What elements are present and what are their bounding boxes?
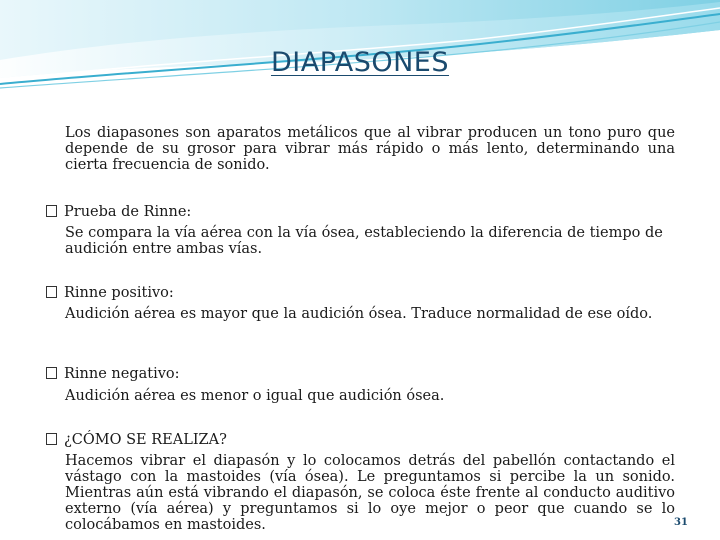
section-heading-prueba-rinne: Prueba de Rinne: xyxy=(46,204,191,220)
section-body-como-se-realiza: Hacemos vibrar el diapasón y lo colocamos detrás del pabellón contactando el vástago con la mastoides (vía ósea). Le preguntamos si percibe la un sonido. Mientras aún está vibrando el diapasón, se coloca éste frente al conducto auditivo externo (vía aérea) y preguntamos si lo oye mejor o peor que cuando se lo colocábamos en mastoides. xyxy=(65,453,675,533)
intro-paragraph: Los diapasones son aparatos metálicos que al vibrar producen un tono puro que depende de su grosor para vibrar más rápido o más lento, determinando una cierta frecuencia de sonido. xyxy=(65,125,675,173)
checkbox-bullet-icon xyxy=(46,286,57,298)
page-number: 31 xyxy=(674,517,688,528)
section-body-prueba-rinne: Se compara la vía aérea con la vía ósea, estableciendo la diferencia de tiempo de audición entre ambas vías. xyxy=(65,225,663,257)
section-heading-rinne-negativo: Rinne negativo: xyxy=(46,366,180,382)
page-title: DIAPASONES xyxy=(270,47,450,78)
checkbox-bullet-icon xyxy=(46,367,57,379)
checkbox-bullet-icon xyxy=(46,433,57,445)
checkbox-bullet-icon xyxy=(46,205,57,217)
section-body-rinne-negativo: Audición aérea es menor o igual que audición ósea. xyxy=(65,388,445,404)
section-heading-como-se-realiza: ¿CÓMO SE REALIZA? xyxy=(46,432,227,448)
section-body-rinne-positivo: Audición aérea es mayor que la audición ósea. Traduce normalidad de ese oído. xyxy=(65,306,653,322)
section-heading-rinne-positivo: Rinne positivo: xyxy=(46,285,174,301)
